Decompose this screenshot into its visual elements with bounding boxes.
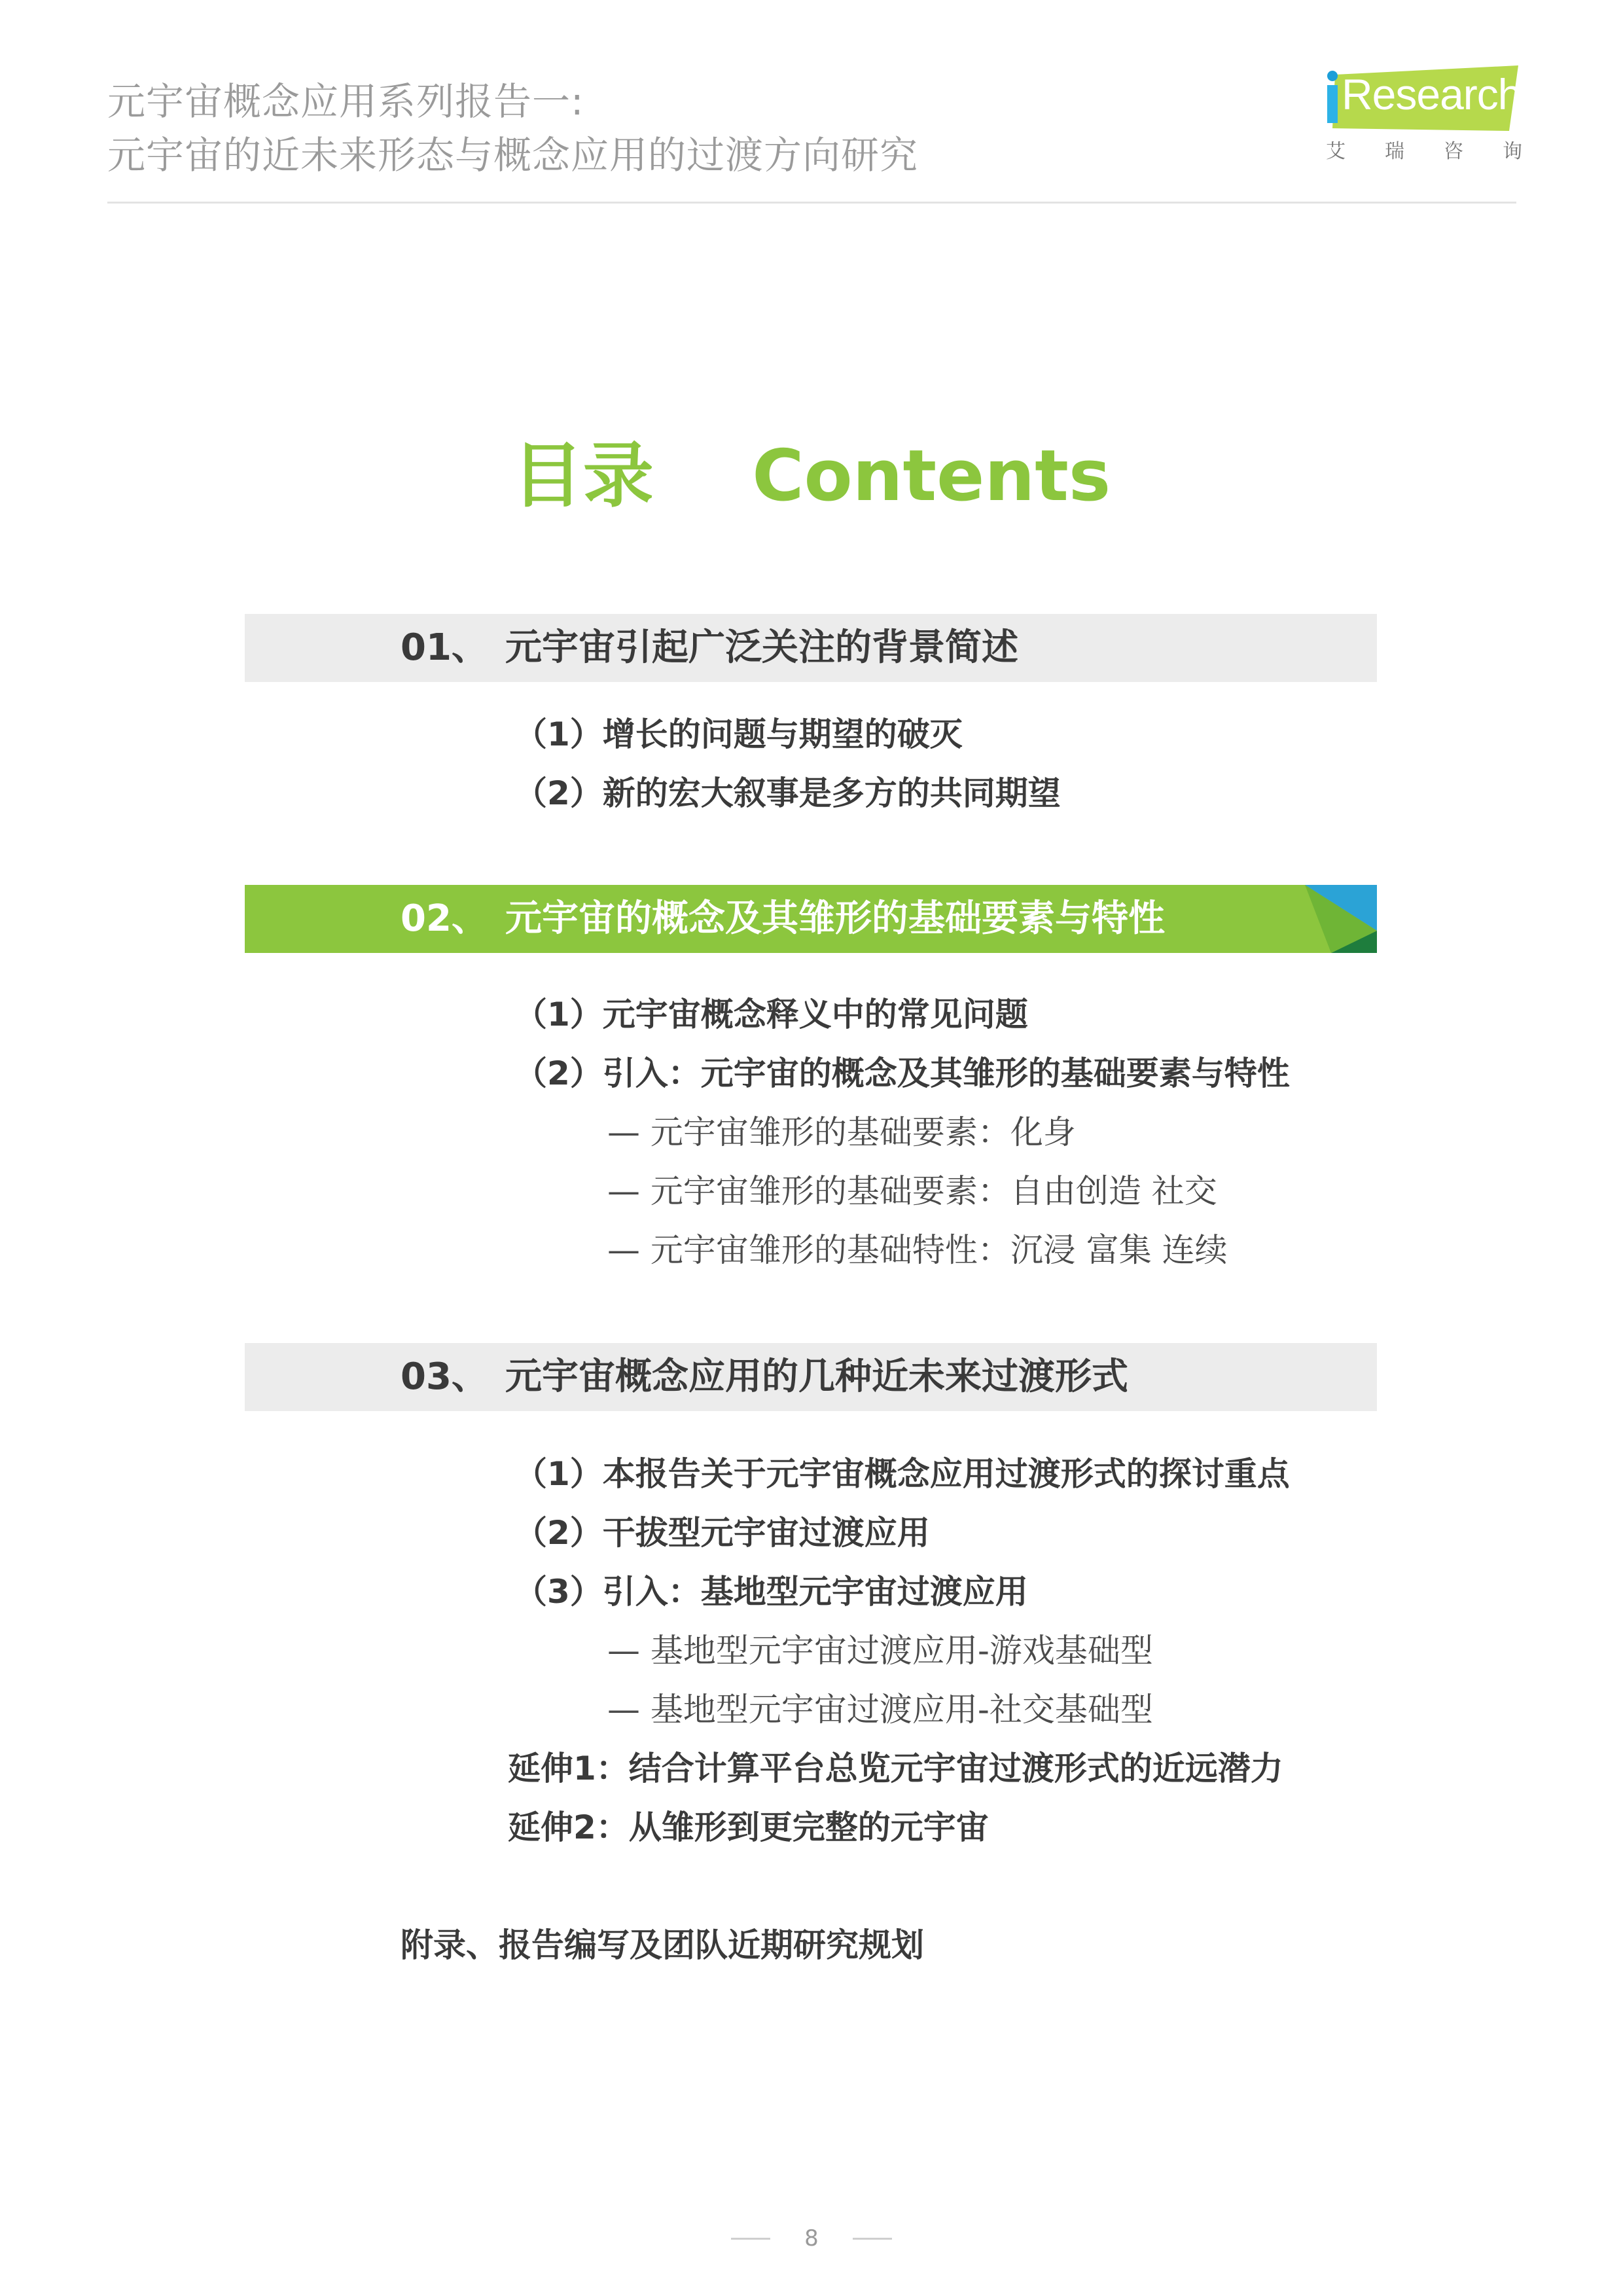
logo-char: 瑞	[1385, 140, 1404, 163]
contents-title-cn: 目录	[512, 435, 654, 517]
toc-subitem[interactable]: — 基地型元宇宙过渡应用-社交基础型	[607, 1691, 1153, 1729]
section-03-bar[interactable]	[245, 1343, 1377, 1411]
toc-item[interactable]: （1）本报告关于元宇宙概念应用过渡形式的探讨重点	[514, 1455, 1290, 1493]
logo-char: 咨	[1444, 140, 1463, 163]
toc-item[interactable]: （3）引入：基地型元宇宙过渡应用	[514, 1573, 1028, 1611]
toc-item[interactable]: （1）元宇宙概念释义中的常见问题	[514, 996, 1028, 1033]
logo-char: 询	[1503, 140, 1522, 163]
iresearch-logo	[1315, 59, 1522, 170]
toc-item[interactable]: （2）引入：元宇宙的概念及其雏形的基础要素与特性	[514, 1054, 1290, 1092]
section-number: 03、	[401, 1355, 488, 1398]
report-subtitle: 元宇宙的近未来形态与概念应用的过渡方向研究	[107, 133, 919, 177]
contents-title-en: Contents	[752, 435, 1111, 517]
logo-i-stem-icon	[1327, 85, 1338, 123]
logo-dot-icon	[1327, 71, 1338, 81]
report-series-title: 元宇宙概念应用系列报告一:	[107, 79, 584, 124]
footer-rule-left	[731, 2238, 770, 2240]
logo-chinese-name	[1326, 135, 1522, 164]
section-number: 01、	[401, 626, 488, 669]
page-footer	[0, 2225, 1623, 2251]
toc-appendix[interactable]: 附录、报告编写及团队近期研究规划	[401, 1926, 924, 1964]
toc-extension[interactable]: 延伸1：结合计算平台总览元宇宙过渡形式的近远潜力	[508, 1749, 1283, 1787]
section-02-bar-active[interactable]	[245, 885, 1377, 953]
logo-char: 艾	[1326, 140, 1346, 163]
section-01-bar[interactable]	[245, 614, 1377, 682]
header-divider	[107, 202, 1516, 204]
toc-item[interactable]: （2）干拔型元宇宙过渡应用	[514, 1514, 930, 1552]
toc-subitem[interactable]: — 元宇宙雏形的基础要素：化身	[607, 1113, 1076, 1151]
toc-subitem[interactable]: — 元宇宙雏形的基础特性：沉浸 富集 连续	[607, 1231, 1228, 1269]
section-number: 02、	[401, 897, 488, 940]
active-section-corner-icon	[1305, 885, 1377, 953]
section-title: 元宇宙的概念及其雏形的基础要素与特性	[505, 897, 1165, 940]
footer-rule-right	[853, 2238, 892, 2240]
toc-extension[interactable]: 延伸2：从雏形到更完整的元宇宙	[508, 1808, 989, 1846]
toc-item[interactable]: （2）新的宏大叙事是多方的共同期望	[514, 774, 1061, 812]
section-title: 元宇宙概念应用的几种近未来过渡形式	[505, 1355, 1128, 1398]
logo-wordmark: Research	[1342, 70, 1522, 118]
page-number: 8	[804, 2225, 819, 2251]
section-title: 元宇宙引起广泛关注的背景简述	[505, 626, 1018, 669]
toc-subitem[interactable]: — 元宇宙雏形的基础要素：自由创造 社交	[607, 1172, 1217, 1210]
toc-item[interactable]: （1）增长的问题与期望的破灭	[514, 715, 963, 753]
contents-title	[0, 419, 1623, 520]
toc-subitem[interactable]: — 基地型元宇宙过渡应用-游戏基础型	[607, 1632, 1153, 1670]
